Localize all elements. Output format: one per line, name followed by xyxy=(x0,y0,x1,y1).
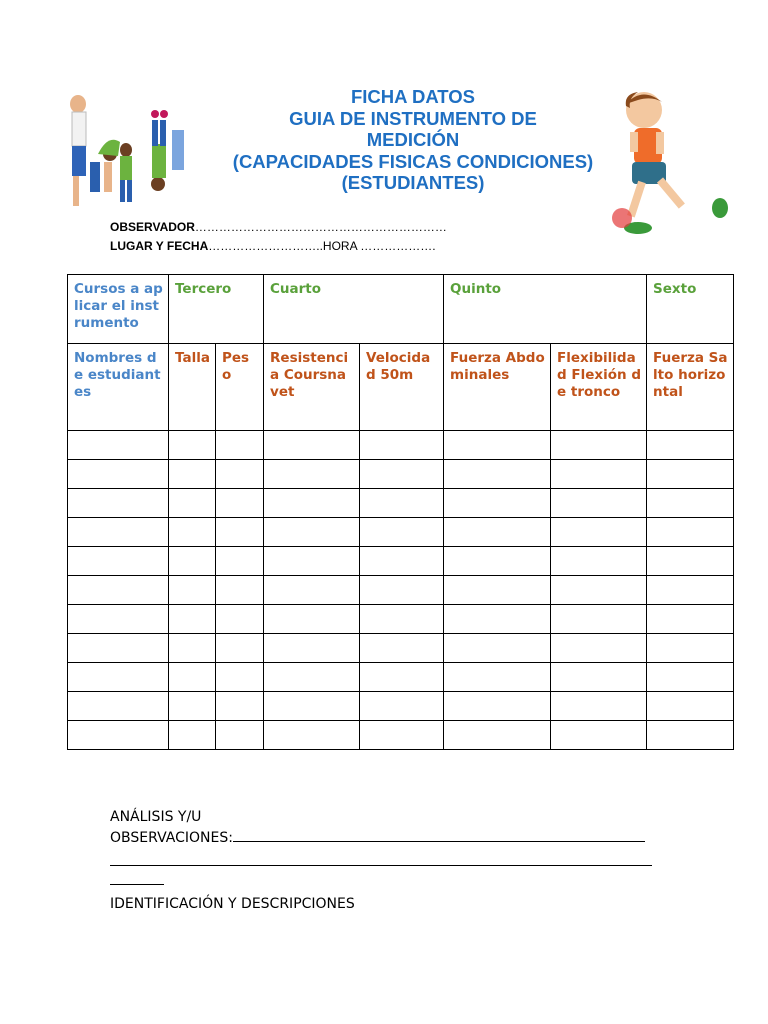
title-line-1: FICHA DATOS xyxy=(350,86,476,107)
table-cell[interactable] xyxy=(68,431,169,460)
running-boy-illustration xyxy=(608,88,736,244)
table-cell[interactable] xyxy=(444,518,551,547)
observaciones-label: OBSERVACIONES: xyxy=(110,829,233,846)
table-row xyxy=(68,431,734,460)
table-row xyxy=(68,692,734,721)
table-cell[interactable] xyxy=(169,605,216,634)
table-cell[interactable] xyxy=(216,663,264,692)
table-cell[interactable] xyxy=(551,547,647,576)
course-cuarto: Cuarto xyxy=(264,275,444,344)
table-cell[interactable] xyxy=(68,605,169,634)
table-cell[interactable] xyxy=(360,576,444,605)
table-cell[interactable] xyxy=(551,489,647,518)
table-cell[interactable] xyxy=(444,431,551,460)
table-cell[interactable] xyxy=(360,721,444,750)
table-row xyxy=(68,634,734,663)
title-line-3: MEDICIÓN xyxy=(366,129,460,150)
table-cell[interactable] xyxy=(169,634,216,663)
table-cell[interactable] xyxy=(264,460,360,489)
table-cell[interactable] xyxy=(264,605,360,634)
observaciones-blank-end[interactable] xyxy=(110,866,164,885)
table-cell[interactable] xyxy=(68,547,169,576)
table-cell[interactable] xyxy=(444,547,551,576)
table-cell[interactable] xyxy=(216,431,264,460)
title-line-4: (CAPACIDADES FISICAS CONDICIONES) xyxy=(232,150,594,172)
table-cell[interactable] xyxy=(360,431,444,460)
hora-dots: ………………. xyxy=(356,239,436,253)
course-quinto: Quinto xyxy=(444,275,647,344)
table-cell[interactable] xyxy=(264,576,360,605)
table-cell[interactable] xyxy=(360,692,444,721)
analysis-heading-line1: ANÁLISIS Y/U xyxy=(110,809,202,825)
table-cell[interactable] xyxy=(647,460,734,489)
table-cell[interactable] xyxy=(551,692,647,721)
table-row xyxy=(68,605,734,634)
table-cell[interactable] xyxy=(216,692,264,721)
table-cell[interactable] xyxy=(551,663,647,692)
test-flexibilidad: Flexibilidad Flexión de tronco xyxy=(551,344,647,431)
table-cell[interactable] xyxy=(264,547,360,576)
table-cell[interactable] xyxy=(169,431,216,460)
title-line-5: (ESTUDIANTES) xyxy=(341,172,485,193)
table-cell[interactable] xyxy=(169,576,216,605)
table-row xyxy=(68,721,734,750)
table-cell[interactable] xyxy=(647,605,734,634)
table-cell[interactable] xyxy=(647,489,734,518)
table-cell[interactable] xyxy=(551,721,647,750)
table-row xyxy=(68,489,734,518)
table-cell[interactable] xyxy=(551,576,647,605)
table-cell[interactable] xyxy=(647,692,734,721)
table-row xyxy=(68,460,734,489)
table-cell[interactable] xyxy=(264,489,360,518)
table-cell[interactable] xyxy=(68,518,169,547)
header-row-tests xyxy=(68,344,734,431)
table-cell[interactable] xyxy=(216,634,264,663)
table-cell[interactable] xyxy=(360,634,444,663)
table-cell[interactable] xyxy=(551,460,647,489)
table-cell[interactable] xyxy=(647,576,734,605)
table-cell[interactable] xyxy=(68,721,169,750)
table-cell[interactable] xyxy=(169,460,216,489)
table-cell[interactable] xyxy=(360,547,444,576)
student-names-label-cell: Nombres de estudiantes xyxy=(68,344,169,431)
table-cell[interactable] xyxy=(216,489,264,518)
table-cell[interactable] xyxy=(216,547,264,576)
table-cell[interactable] xyxy=(169,489,216,518)
table-row xyxy=(68,518,734,547)
table-cell[interactable] xyxy=(216,518,264,547)
analysis-heading-line2 xyxy=(110,827,670,848)
table-cell[interactable] xyxy=(68,692,169,721)
test-fuerza-abdominales: Fuerza Abdominales xyxy=(444,344,551,431)
table-cell[interactable] xyxy=(264,518,360,547)
course-tercero: Tercero xyxy=(169,275,264,344)
table-cell[interactable] xyxy=(68,663,169,692)
table-row xyxy=(68,547,734,576)
test-resistencia: Resistencia Coursnavet xyxy=(264,344,360,431)
table-cell[interactable] xyxy=(216,721,264,750)
table-cell[interactable] xyxy=(264,692,360,721)
analysis-section xyxy=(110,808,670,885)
table-cell[interactable] xyxy=(551,605,647,634)
table-cell[interactable] xyxy=(647,518,734,547)
table-cell[interactable] xyxy=(551,431,647,460)
table-cell[interactable] xyxy=(444,605,551,634)
table-row xyxy=(68,576,734,605)
observaciones-blank-line[interactable] xyxy=(110,847,652,866)
table-cell[interactable] xyxy=(647,547,734,576)
place-date-line xyxy=(110,239,436,253)
table-cell[interactable] xyxy=(360,518,444,547)
table-cell[interactable] xyxy=(647,634,734,663)
place-date-label: LUGAR Y FECHA xyxy=(110,239,209,253)
student-rows xyxy=(68,431,734,750)
table-cell[interactable] xyxy=(169,721,216,750)
table-cell[interactable] xyxy=(264,721,360,750)
table-cell[interactable] xyxy=(647,663,734,692)
table-cell[interactable] xyxy=(169,518,216,547)
table-cell[interactable] xyxy=(264,634,360,663)
table-cell[interactable] xyxy=(68,460,169,489)
table-cell[interactable] xyxy=(360,489,444,518)
test-peso: Peso xyxy=(216,344,264,431)
table-cell[interactable] xyxy=(647,721,734,750)
table-cell[interactable] xyxy=(216,460,264,489)
table-cell[interactable] xyxy=(169,663,216,692)
table-cell[interactable] xyxy=(551,634,647,663)
children-exercising-illustration xyxy=(68,84,186,216)
table-cell[interactable] xyxy=(360,460,444,489)
table-cell[interactable] xyxy=(551,518,647,547)
observer-line xyxy=(110,220,447,234)
table-cell[interactable] xyxy=(68,576,169,605)
observer-dots: ……………………………………………………… xyxy=(194,220,447,234)
document-title xyxy=(190,86,636,194)
table-cell[interactable] xyxy=(360,605,444,634)
hora-label: HORA xyxy=(322,239,357,253)
table-cell[interactable] xyxy=(264,663,360,692)
table-cell[interactable] xyxy=(444,634,551,663)
courses-label-cell: Cursos a aplicar el instrumento xyxy=(68,275,169,344)
table-cell[interactable] xyxy=(169,692,216,721)
measurement-table xyxy=(67,274,734,750)
place-date-dots: ……………………….. xyxy=(208,239,323,253)
test-fuerza-salto: Fuerza Salto horizontal xyxy=(647,344,734,431)
table-cell[interactable] xyxy=(444,663,551,692)
table-cell[interactable] xyxy=(216,576,264,605)
table-cell[interactable] xyxy=(444,489,551,518)
table-cell[interactable] xyxy=(264,431,360,460)
title-line-2: GUIA DE INSTRUMENTO DE xyxy=(289,107,537,129)
table-cell[interactable] xyxy=(444,721,551,750)
header-row-courses xyxy=(68,275,734,344)
table-cell[interactable] xyxy=(169,547,216,576)
table-cell[interactable] xyxy=(360,663,444,692)
table-row xyxy=(68,663,734,692)
table-cell[interactable] xyxy=(68,489,169,518)
table-cell[interactable] xyxy=(68,634,169,663)
course-sexto: Sexto xyxy=(647,275,734,344)
test-velocidad: Velocidad 50m xyxy=(360,344,444,431)
table-cell[interactable] xyxy=(444,692,551,721)
table-cell[interactable] xyxy=(444,576,551,605)
test-talla: Talla xyxy=(169,344,216,431)
identification-heading: IDENTIFICACIÓN Y DESCRIPCIONES xyxy=(110,896,355,912)
observer-label: OBSERVADOR xyxy=(110,220,195,234)
table-cell[interactable] xyxy=(216,605,264,634)
observaciones-blank[interactable] xyxy=(233,827,645,842)
table-cell[interactable] xyxy=(444,460,551,489)
table-cell[interactable] xyxy=(647,431,734,460)
